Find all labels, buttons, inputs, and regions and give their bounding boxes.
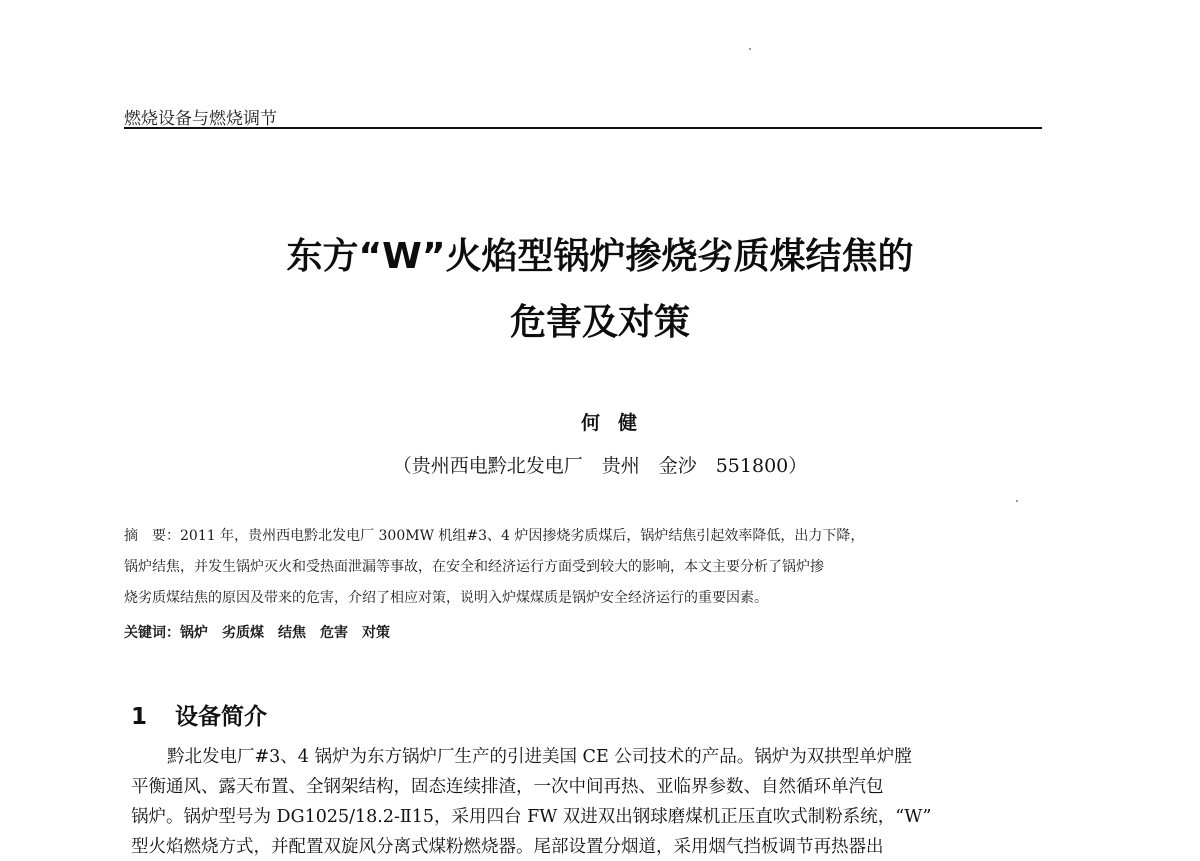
body-line-2: 平衡通风、露天布置、全钢架结构，固态连续排渣，一次中间再热、亚临界参数、自然循环单汽包: [131, 777, 884, 797]
abstract-line-2: 锅炉结焦，并发生锅炉灭火和受热面泄漏等事故，在安全和经济运行方面受到较大的影响，本文主要分析了锅炉掺: [124, 559, 824, 575]
scan-speck: [1016, 500, 1018, 502]
header-rule: [124, 127, 1042, 129]
running-header: 燃烧设备与燃烧调节: [124, 109, 277, 129]
article-title-line-1: 东方“W”火焰型锅炉掺烧劣质煤结焦的: [286, 236, 914, 277]
abstract-line-3: 烧劣质煤结焦的原因及带来的危害，介绍了相应对策，说明入炉煤煤质是锅炉安全经济运行的重要因素。: [124, 590, 768, 606]
body-line-3: 锅炉。锅炉型号为 DG1025/18.2-Ⅱ15，采用四台 FW 双进双出钢球磨煤机正压直吹式制粉系统，“W”: [131, 807, 932, 827]
article-title-line-2: 危害及对策: [509, 302, 690, 343]
section-title: 设备简介: [175, 704, 267, 730]
body-line-4: 型火焰燃烧方式，并配置双旋风分离式煤粉燃烧器。尾部设置分烟道，采用烟气挡板调节再热器出: [131, 837, 884, 857]
author-affiliation: （贵州西电黔北发电厂 贵州 金沙 551800）: [392, 455, 808, 477]
abstract-line-1: 摘 要：2011 年，贵州西电黔北发电厂 300MW 机组#3、4 炉因掺烧劣质煤后，锅炉结焦引起效率降低，出力下降，: [124, 528, 865, 544]
section-number: 1: [131, 704, 148, 730]
section-heading: [131, 698, 267, 731]
keywords: 关键词：锅炉 劣质煤 结焦 危害 对策: [124, 625, 390, 641]
body-line-1: 黔北发电厂#3、4 锅炉为东方锅炉厂生产的引进美国 CE 公司技术的产品。锅炉为双拱型单炉膛: [167, 747, 912, 767]
scan-speck: [749, 48, 751, 50]
author-name: 何健: [580, 412, 655, 434]
